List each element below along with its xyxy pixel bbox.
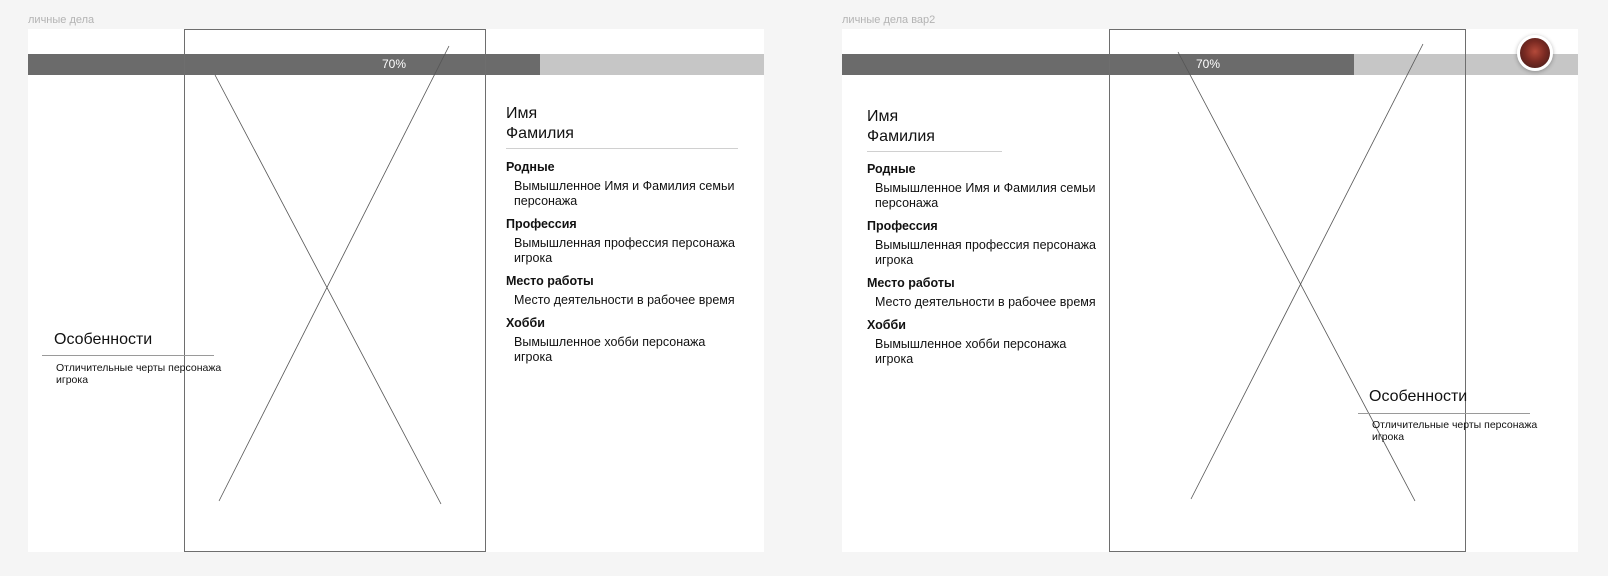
last-name: Фамилия [867,128,935,145]
section-hobby-value: Вымышленное хобби персонажа игрока [875,337,1067,366]
progress-label: 70% [382,57,407,71]
first-name: Имя [867,108,899,125]
progress-label: 70% [1196,57,1221,71]
name-divider [867,151,1002,152]
features-text: Отличительные черты персонажа игрока [1372,419,1538,443]
features-divider [42,355,214,356]
section-profession-title: Профессия [867,219,938,233]
first-name: Имя [506,105,538,122]
section-hobby-value: Вымышленное хобби персонажа игрока [514,335,706,364]
section-workplace-title: Место работы [506,274,594,288]
character-name [867,107,935,147]
features-text: Отличительные черты персонажа игрока [56,362,222,386]
features-title: Особенности [1369,388,1468,405]
section-relatives-value: Вымышленное Имя и Фамилия семьи персонажа [514,179,735,208]
section-profession-value: Вымышленная профессия персонажа игрока [875,238,1096,267]
section-relatives-title: Родные [506,160,555,174]
frame-label-1[interactable]: личные дела [28,14,95,26]
character-name [506,104,574,144]
image-placeholder [184,29,486,552]
section-profession-value: Вымышленная профессия персонажа игрока [514,236,735,265]
section-profession-title: Профессия [506,217,577,231]
placeholder-cross-icon [185,30,487,552]
section-workplace-title: Место работы [867,276,955,290]
frame-label-2[interactable]: личные дела вар2 [842,14,936,26]
name-divider [506,148,738,149]
frame-personal-files-var2 [842,29,1578,552]
info-list [867,162,1097,375]
info-list [506,160,736,373]
placeholder-cross-icon [1110,30,1467,552]
features-title: Особенности [54,331,153,348]
last-name: Фамилия [506,125,574,142]
section-hobby-title: Хобби [506,316,545,330]
section-workplace-value: Место деятельности в рабочее время [875,295,1096,309]
section-relatives-value: Вымышленное Имя и Фамилия семьи персонажа [875,181,1096,210]
user-avatar[interactable] [1517,35,1553,71]
frame-personal-files [28,29,764,552]
features-divider [1358,413,1530,414]
image-placeholder [1109,29,1466,552]
section-workplace-value: Место деятельности в рабочее время [514,293,735,307]
section-hobby-title: Хобби [867,318,906,332]
section-relatives-title: Родные [867,162,916,176]
